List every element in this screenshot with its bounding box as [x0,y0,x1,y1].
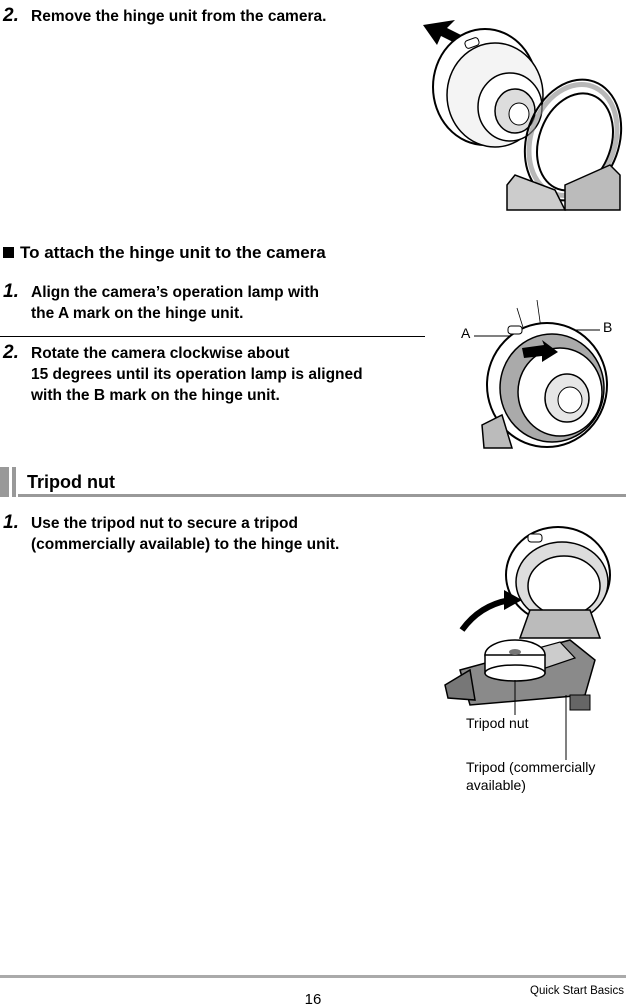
figure-label-a: A [461,325,471,341]
step-number: 1. [3,512,19,533]
step-number: 2. [3,342,19,363]
square-bullet-icon [3,247,14,258]
attach-section-heading [3,243,326,263]
step-divider [0,336,425,337]
page-number: 16 [304,991,322,1008]
figure-label-tripod: Tripod (commercially available) [466,759,596,793]
section-bar-block [12,467,16,497]
step-number: 1. [3,281,19,302]
heading-text: To attach the hinge unit to the camera [20,243,326,262]
curved-arrow-icon [462,600,510,630]
step-text-remove-hinge: Remove the hinge unit from the camera. [31,8,327,25]
rotate-camera-illustration [472,290,622,448]
remove-hinge-illustration [415,15,626,210]
figure-label-b: B [603,319,613,335]
step-text-align-lamp: Align the camera’s operation lamp with the A mark on the hinge unit. [31,284,319,322]
figure-label-tripod-nut: Tripod nut [466,715,529,731]
section-bar-block [0,467,9,497]
step-text-rotate-camera: Rotate the camera clockwise about 15 degrees until its operation lamp is aligned with the B mark on the hinge unit. [31,345,363,404]
step-text-secure-tripod: Use the tripod nut to secure a tripod (commercially available) to the hinge unit. [31,515,340,553]
step-number: 2. [3,5,19,26]
tripod-section-title: Tripod nut [27,472,115,492]
tripod-section-bar [0,467,626,497]
section-underline [18,494,626,497]
footer-rule [0,975,626,978]
footer-section-title: Quick Start Basics [530,985,624,997]
tripod-illustration [440,520,626,770]
